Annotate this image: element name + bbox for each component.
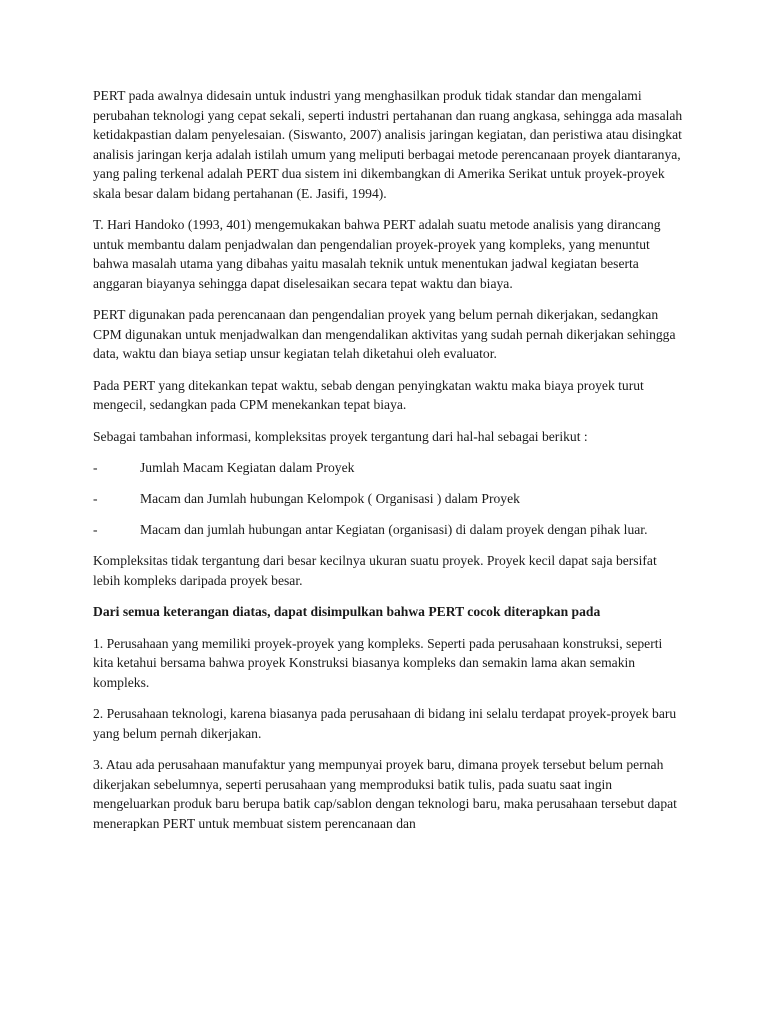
paragraph-complexity-intro: Sebagai tambahan informasi, kompleksitas proyek tergantung dari hal-hal sebagai berikut : — [93, 428, 588, 444]
paragraph-handoko-definition: T. Hari Handoko (1993, 401) mengemukakan bahwa PERT adalah suatu metode analisis yang dirancang untuk membantu dalam penjadwalan dan pengendalian proyek-proyek yang kompleks, yang menuntut bahwa masalah utama yang dibahas yaitu masalah teknik untuk menentukan jadwal kegiatan beserta anggaran biayanya sehingga dapat diselesaikan secara tepat waktu dan biaya. — [93, 217, 661, 291]
list-marker: - — [93, 522, 98, 537]
paragraph-complexity-size: Kompleksitas tidak tergantung dari besar kecilnya ukuran suatu proyek. Proyek kecil dapat saja bersifat lebih kompleks daripada proyek besar. — [93, 553, 657, 588]
document-body — [93, 86, 683, 845]
list-item-text: Macam dan Jumlah hubungan Kelompok ( Organisasi ) dalam Proyek — [140, 491, 520, 506]
list-item — [93, 520, 683, 540]
paragraph-pert-vs-cpm: PERT digunakan pada perencanaan dan pengendalian proyek yang belum pernah dikerjakan, sedangkan CPM digunakan untuk menjadwalkan dan mengendalikan aktivitas yang sudah pernah dikerjakan sehingga data, waktu dan biaya setiap unsur kegiatan telah diketahui oleh evaluator. — [93, 307, 676, 361]
list-marker: - — [93, 491, 98, 506]
numbered-point-1: 1. Perusahaan yang memiliki proyek-proyek yang kompleks. Seperti pada perusahaan konstruksi, seperti kita ketahui bersama bahwa proyek Konstruksi biasanya kompleks dan semakin lama akan semakin kompleks. — [93, 635, 663, 690]
list-item — [93, 458, 683, 478]
list-item-text: Jumlah Macam Kegiatan dalam Proyek — [140, 460, 355, 475]
numbered-point-2: 2. Perusahaan teknologi, karena biasanya pada perusahaan di bidang ini selalu terdapat proyek-proyek baru yang belum pernah dikerjakan. — [93, 706, 677, 741]
list-marker: - — [93, 460, 98, 475]
numbered-point-3: 3. Atau ada perusahaan manufaktur yang mempunyai proyek baru, dimana proyek tersebut belum pernah dikerjakan sebelumnya, seperti perusahaan yang memproduksi batik tulis, pada suatu saat ingin mengeluarkan produk baru berupa batik cap/sablon dengan teknologi baru, maka perusahaan tersebut dapat menerapkan PERT untuk membuat sistem perencanaan dan — [93, 757, 677, 831]
list-item-text: Macam dan jumlah hubungan antar Kegiatan (organisasi) di dalam proyek dengan pihak luar. — [140, 522, 648, 537]
paragraph-pert-origin: PERT pada awalnya didesain untuk industri yang menghasilkan produk tidak standar dan mengalami perubahan teknologi yang cepat sekali, seperti industri pertahanan dan ruang angkasa, sehingga ada masalah ketidakpastian dalam penyelesaian. (Siswanto, 2007) analisis jaringan kegiatan, dan peristiwa atau disingkat analisis jaringan kerja adalah istilah umum yang meliputi berbagai metode perencanaan proyek diantaranya, yang paling terkenal adalah PERT dua sistem ini dikembangkan di Amerika Serikat untuk proyek-proyek skala besar dalam bidang pertahanan (E. Jasifi, 1994). — [93, 88, 683, 201]
list-item — [93, 489, 683, 509]
paragraph-time-vs-cost: Pada PERT yang ditekankan tepat waktu, sebab dengan penyingkatan waktu maka biaya proyek turut mengecil, sedangkan pada CPM menekankan tepat biaya. — [93, 377, 644, 412]
conclusion-heading: Dari semua keterangan diatas, dapat disimpulkan bahwa PERT cocok diterapkan pada — [93, 604, 601, 619]
